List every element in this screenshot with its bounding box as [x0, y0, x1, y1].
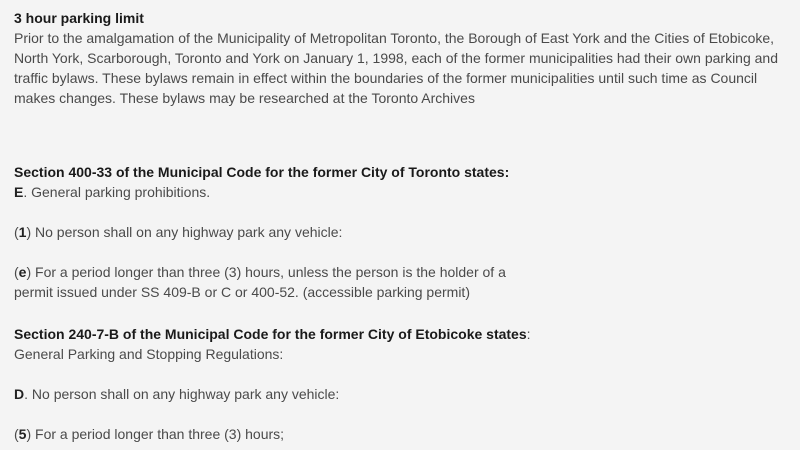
clause-paren: (	[14, 224, 19, 240]
clause-label: e	[18, 264, 27, 280]
toronto-clause-e-sub	[14, 262, 792, 282]
toronto-section	[14, 162, 792, 302]
clause-text: ) For a period longer than three (3) hours;	[26, 426, 285, 442]
document-body	[14, 8, 792, 444]
clause-label: 5	[18, 426, 27, 442]
clause-text: ) For a period longer than three (3) hours, unless the person is the holder of a	[26, 264, 506, 280]
heading-text: Section 240-7-B of the Municipal Code for the former City of Etobicoke states	[14, 326, 527, 342]
clause-paren: (	[14, 426, 19, 442]
intro-line: makes changes. These bylaws may be researched at the Toronto Archives	[14, 90, 475, 106]
etobicoke-clause-d	[14, 384, 792, 404]
etobicoke-section-heading	[14, 324, 792, 344]
clause-text: . General parking prohibitions.	[23, 184, 211, 200]
intro-line: North York, Scarborough, Toronto and York on January 1, 1998, each of the former municipalities had their own parking and	[14, 50, 778, 66]
toronto-clause-1	[14, 222, 792, 242]
toronto-clause-e	[14, 182, 792, 202]
toronto-section-heading: Section 400-33 of the Municipal Code for the former City of Toronto states:	[14, 164, 510, 180]
clause-label: E	[14, 184, 24, 200]
page-title: 3 hour parking limit	[14, 10, 144, 26]
intro-paragraph	[14, 28, 794, 108]
etobicoke-clause-5	[14, 424, 792, 444]
heading-colon: :	[526, 326, 531, 342]
clause-text: ) No person shall on any highway park any vehicle:	[26, 224, 343, 240]
intro-line: Prior to the amalgamation of the Municipality of Metropolitan Toronto, the Borough of East York and the Cities of Etobicoke,	[14, 30, 775, 46]
etobicoke-subheading: General Parking and Stopping Regulations:	[14, 346, 284, 362]
clause-text: . No person shall on any highway park any vehicle:	[24, 386, 340, 402]
clause-paren: (	[14, 264, 19, 280]
etobicoke-section	[14, 324, 792, 444]
intro-line: traffic bylaws. These bylaws remain in effect within the boundaries of the former municipalities until such time as Council	[14, 70, 758, 86]
clause-label: D	[14, 386, 25, 402]
clause-label: 1	[18, 224, 27, 240]
toronto-clause-e-sub-line2: permit issued under SS 409-B or C or 400-52. (accessible parking permit)	[14, 284, 470, 300]
